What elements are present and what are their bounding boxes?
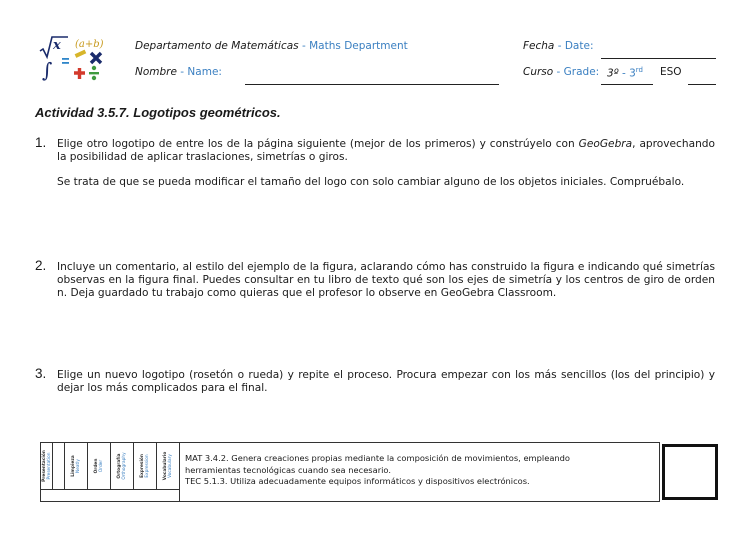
grade-box[interactable] — [662, 444, 718, 500]
rubric-criterion: Limpieza Neatly — [65, 443, 88, 489]
course-level: ESO — [660, 66, 682, 78]
name-label: Nombre - Name: — [135, 66, 222, 78]
date-label: Fecha - Date: — [523, 40, 594, 52]
svg-text:x: x — [53, 38, 61, 53]
rubric-criterion: Orden Order — [88, 443, 111, 489]
rubric-criteria-table — [40, 442, 180, 502]
svg-text:∫: ∫ — [42, 58, 53, 82]
item-2-text: Incluye un comentario, al estilo del ejemplo de la figura, aclarando cómo has construido la figura e indicando qué simetrías observas en la figura final. Puedes consultar en tu libro de texto qué son los ejes de simetría y los centros de giro de orden n. Deja guardado tu trabajo como quieras que el profesor lo observe en GeoGebra Classroom. — [57, 261, 715, 299]
department-line: Departamento de Matemáticas - Maths Department — [135, 40, 408, 52]
date-field[interactable] — [601, 58, 716, 59]
activity-title: Actividad 3.5.7. Logotipos geométricos. — [35, 105, 281, 120]
item-1-paragraph-1: Elige otro logotipo de entre los de la página siguiente (mejor de los primeros) y constrúyelo con GeoGebra, aprovechando la posibilidad de aplicar traslaciones, simetrías o giros. — [57, 138, 715, 163]
rubric — [40, 442, 720, 502]
item-number-3: 3. — [35, 366, 47, 381]
course-label: Curso - Grade: — [523, 66, 600, 78]
course-level-underline — [688, 84, 716, 85]
rubric-standard-line: TEC 5.1.3. Utiliza adecuadamente equipos informáticos y dispositivos electrónicos. — [185, 476, 530, 486]
item-number-1: 1. — [35, 135, 47, 150]
department-logo — [38, 35, 110, 83]
item-1-text — [57, 138, 715, 189]
item-number-2: 2. — [35, 258, 47, 273]
rubric-criterion: Ortografía Orthography — [111, 443, 134, 489]
department-english: Maths Department — [309, 40, 408, 52]
course-underline — [601, 84, 653, 85]
rubric-standards — [180, 442, 660, 502]
logo-formula: (a+b) — [75, 39, 104, 50]
item-1-paragraph-2: Se trata de que se pueda modificar el tamaño del logo con solo cambiar alguno de los objetos iniciales. Compruébalo. — [57, 176, 685, 188]
rubric-score-row — [41, 489, 179, 490]
rubric-standard-line: herramientas tecnológicas cuando sea necesario. — [185, 464, 391, 475]
rubric-criterion — [53, 443, 65, 489]
rubric-criterion: Vocabulario Vocabulary — [163, 451, 173, 481]
rubric-standard-line: MAT 3.4.2. Genera creaciones propias mediante la composición de movimientos, empleando — [185, 453, 571, 463]
rubric-criterion: Presentación Presentation — [41, 443, 53, 489]
name-field[interactable] — [245, 84, 499, 85]
item-3-text: Elige un nuevo logotipo (rosetón o rueda) y repite el proceso. Procura empezar con los más sencillos (los del principio) y dejar los más complicados para el final. — [57, 369, 715, 394]
course-value: 3º - 3rd — [607, 66, 643, 80]
rubric-criterion: Expresión Expression — [134, 443, 157, 489]
